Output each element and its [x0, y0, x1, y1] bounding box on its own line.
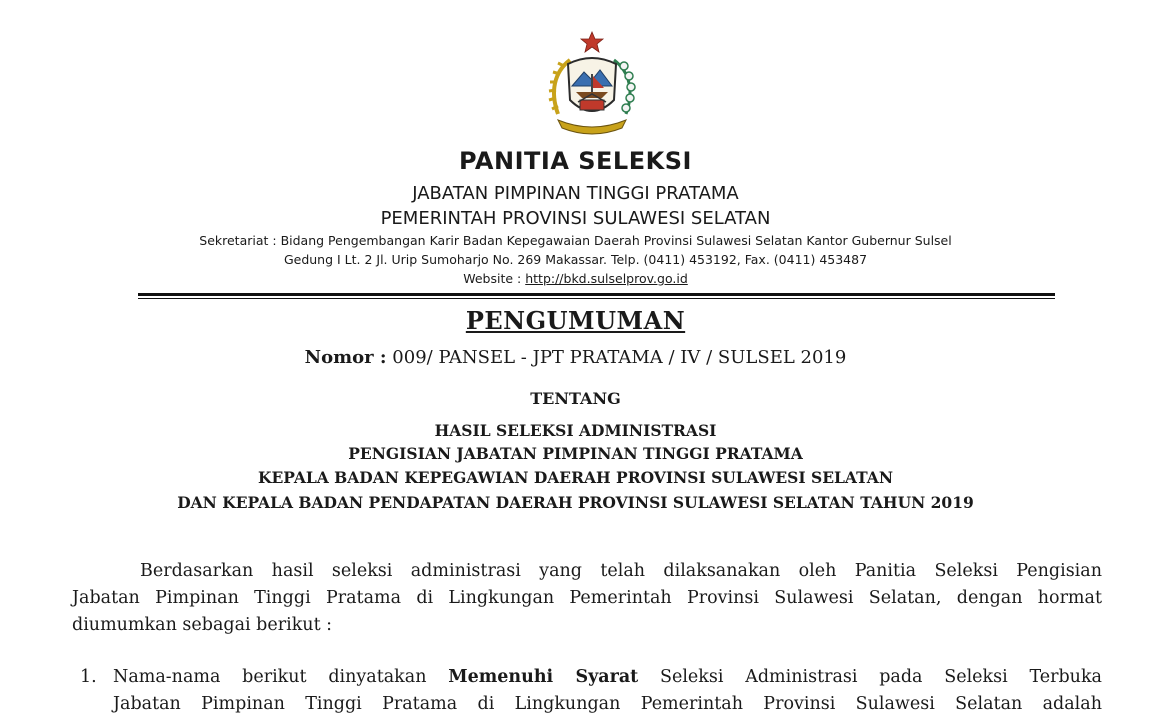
subject-line: HASIL SELEKSI ADMINISTRASI	[434, 421, 717, 440]
announcement-number	[0, 347, 1151, 368]
item-text-bold: Memenuhi Syarat	[448, 667, 639, 687]
list-item-line: Jabatan Pimpinan Tinggi Pratama di Lingkungan Pemerintah Provinsi Sulawesi Selatan adalah	[113, 694, 1102, 714]
letterhead-divider-thin	[138, 298, 1055, 299]
subject-line: DAN KEPALA BADAN PENDAPATAN DAERAH PROVINSI SULAWESI SELATAN TAHUN 2019	[177, 493, 974, 512]
tentang-label: TENTANG	[530, 389, 621, 408]
website-link[interactable]: http://bkd.sulselprov.go.id	[525, 271, 688, 286]
address-line2: Gedung I Lt. 2 Jl. Urip Sumoharjo No. 269 Makassar. Telp. (0411) 453192, Fax. (0411) 453487	[283, 252, 868, 267]
subject-line: PENGISIAN JABATAN PIMPINAN TINGGI PRATAMA	[348, 444, 803, 463]
address-line1: Sekretariat : Bidang Pengembangan Karir Badan Kepegawaian Daerah Provinsi Sulawesi Selatan Kantor Gubernur Sulsel	[199, 233, 952, 248]
org-title: PANITIA SELEKSI	[459, 147, 692, 175]
number-value: 009/ PANSEL - JPT PRATAMA / IV / SULSEL 2019	[386, 347, 847, 368]
website-label: Website :	[463, 271, 526, 286]
list-item-number: 1.	[80, 667, 97, 687]
letterhead-divider-thick	[138, 293, 1055, 296]
org-subtitle-line1: JABATAN PIMPINAN TINGGI PRATAMA	[412, 183, 739, 204]
item-text-after: Seleksi Administrasi pada Seleksi Terbuka	[638, 667, 1102, 687]
list-item-line	[113, 667, 1102, 687]
number-label: Nomor :	[304, 347, 387, 368]
body-paragraph-line: diumumkan sebagai berikut :	[72, 615, 333, 635]
website-line	[0, 271, 1151, 286]
body-paragraph-line: Jabatan Pimpinan Tinggi Pratama di Lingkungan Pemerintah Provinsi Sulawesi Selatan, dengan hormat	[72, 588, 1102, 608]
org-subtitle-line2: PEMERINTAH PROVINSI SULAWESI SELATAN	[380, 208, 771, 229]
subject-line: KEPALA BADAN KEPEGAWIAN DAERAH PROVINSI SULAWESI SELATAN	[258, 468, 893, 487]
announcement-heading: PENGUMUMAN	[465, 306, 686, 335]
item-text-before: Nama-nama berikut dinyatakan	[113, 667, 449, 687]
coat-of-arms-logo	[540, 30, 644, 140]
body-paragraph-line: Berdasarkan hasil seleksi administrasi yang telah dilaksanakan oleh Panitia Seleksi Pengisian	[140, 561, 1102, 581]
